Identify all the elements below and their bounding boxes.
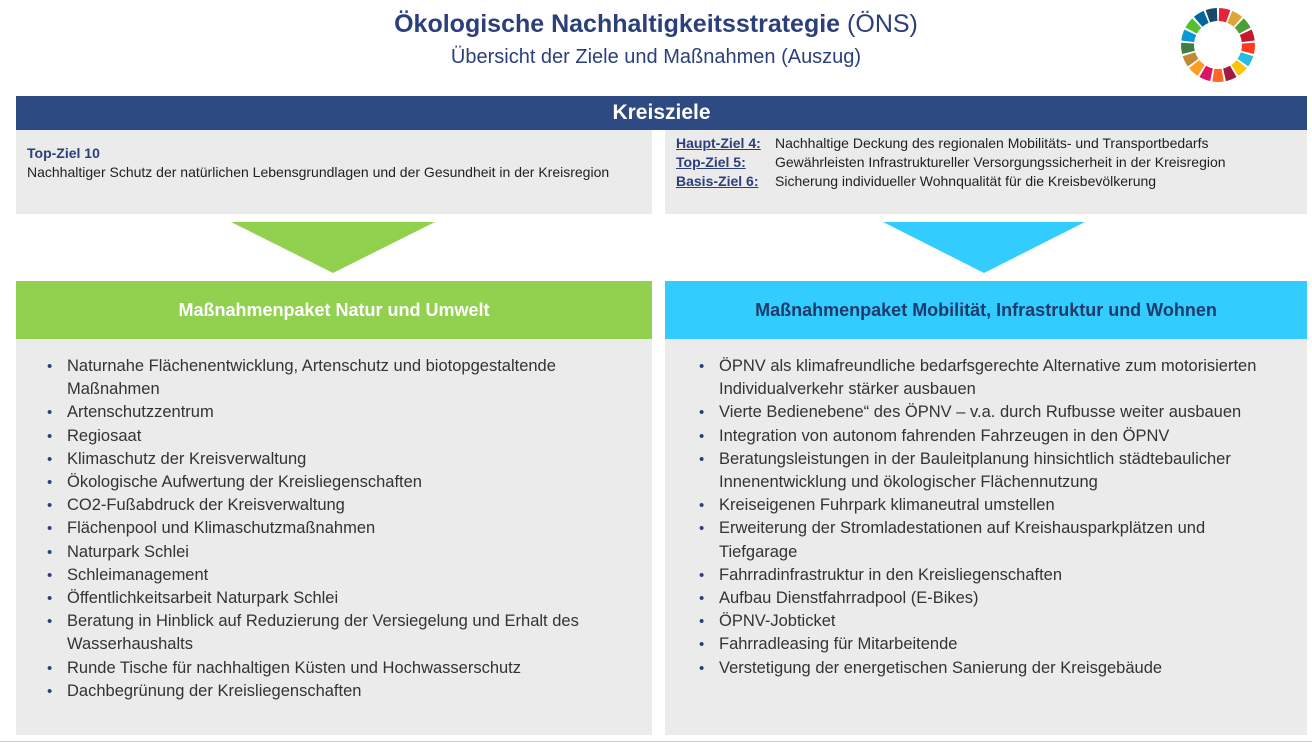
page-title-suffix: (ÖNS): [847, 10, 918, 38]
package-header-nature: Maßnahmenpaket Natur und Umwelt: [16, 281, 652, 339]
goal-text: Sicherung individueller Wohnqualität für die Kreisbevölkerung: [775, 173, 1157, 189]
list-item: • Verstetigung der energetischen Sanierung der Kreisgebäude: [699, 657, 1269, 680]
top-goal-text: Nachhaltiger Schutz der natürlichen Lebensgrundlagen und der Gesundheit in der Kreisregion: [27, 164, 610, 180]
list-item: • Dachbegrünung der Kreisliegenschaften: [47, 680, 617, 703]
list-item: • Beratungsleistungen in der Bauleitplanung hinsichtlich städtebaulicher Innenentwicklung und ökologischer Flächennutzung: [699, 448, 1269, 494]
goal-row: [676, 172, 1296, 191]
list-item: • Ökologische Aufwertung der Kreisliegenschaften: [47, 471, 617, 494]
sdg-wheel-segment: [1241, 43, 1255, 54]
footer-divider: [0, 741, 1312, 742]
package-header-mobility: Maßnahmenpaket Mobilität, Infrastruktur und Wohnen: [665, 281, 1307, 339]
goal-label: Basis-Ziel 6:: [676, 173, 759, 189]
list-item: • Kreiseigenen Fuhrpark klimaneutral umstellen: [699, 494, 1269, 517]
list-item: • Erweiterung der Stromladestationen auf Kreishausparkplätzen und Tiefgarage: [699, 517, 1269, 563]
list-item: • Vierte Bedienebene“ des ÖPNV – v.a. durch Rufbusse weiter ausbauen: [699, 401, 1269, 424]
list-item: • Artenschutzzentrum: [47, 401, 617, 424]
down-arrow-cyan-icon: [883, 222, 1085, 273]
package-list-nature: [16, 339, 652, 735]
list-item: • Naturpark Schlei: [47, 541, 617, 564]
list-item: • Öffentlichkeitsarbeit Naturpark Schlei: [47, 587, 617, 610]
measures-list-nature: [47, 355, 617, 703]
list-item: • ÖPNV-Jobticket: [699, 610, 1269, 633]
sdg-wheel-icon: [1179, 6, 1257, 84]
sdg-wheel-segment: [1181, 43, 1195, 54]
list-item: • CO2-Fußabdruck der Kreisverwaltung: [47, 494, 617, 517]
goal-text: Nachhaltige Deckung des regionalen Mobilitäts- und Transportbedarfs: [775, 135, 1209, 151]
list-item: • Aufbau Dienstfahrradpool (E-Bikes): [699, 587, 1269, 610]
list-item: • Beratung in Hinblick auf Reduzierung der Versiegelung und Erhalt des Wasserhaushalts: [47, 610, 617, 656]
list-item: • Fahrradinfrastruktur in den Kreisliegenschaften: [699, 564, 1269, 587]
page-title: [0, 6, 1312, 42]
kreisziele-band: Kreisziele: [16, 96, 1307, 130]
top-goal-title: Top-Ziel 10: [27, 145, 100, 161]
list-item: • Regiosaat: [47, 425, 617, 448]
list-item: • Runde Tische für nachhaltigen Küsten und Hochwasserschutz: [47, 657, 617, 680]
list-item: • Fahrradleasing für Mitarbeitende: [699, 633, 1269, 656]
sdg-wheel-segment: [1212, 69, 1223, 82]
goal-box-right: [665, 130, 1307, 214]
title-block: [0, 6, 1312, 72]
goal-text: Gewährleisten Infrastruktureller Versorgungssicherheit in der Kreisregion: [775, 154, 1226, 170]
list-item: • Klimaschutz der Kreisverwaltung: [47, 448, 617, 471]
measures-list-mobility: [699, 355, 1269, 680]
list-item: • Naturnahe Flächenentwicklung, Artenschutz und biotopgestaltende Maßnahmen: [47, 355, 617, 401]
goal-label: Top-Ziel 5:: [676, 154, 746, 170]
package-list-mobility: [665, 339, 1307, 735]
list-item: • Flächenpool und Klimaschutzmaßnahmen: [47, 517, 617, 540]
goal-row: [676, 134, 1296, 153]
page-title-bold: Ökologische Nachhaltigkeitsstrategie: [394, 10, 841, 38]
list-item: • ÖPNV als klimafreundliche bedarfsgerechte Alternative zum motorisierten Individualverkehr stärker ausbauen: [699, 355, 1269, 401]
goal-box-left: [16, 130, 652, 214]
page-subtitle: Übersicht der Ziele und Maßnahmen (Auszug): [450, 46, 862, 68]
down-arrow-green-icon: [231, 222, 435, 273]
goal-label: Haupt-Ziel 4:: [676, 135, 761, 151]
list-item: • Schleimanagement: [47, 564, 617, 587]
goal-row: [676, 153, 1296, 172]
list-item: • Integration von autonom fahrenden Fahrzeugen in den ÖPNV: [699, 425, 1269, 448]
